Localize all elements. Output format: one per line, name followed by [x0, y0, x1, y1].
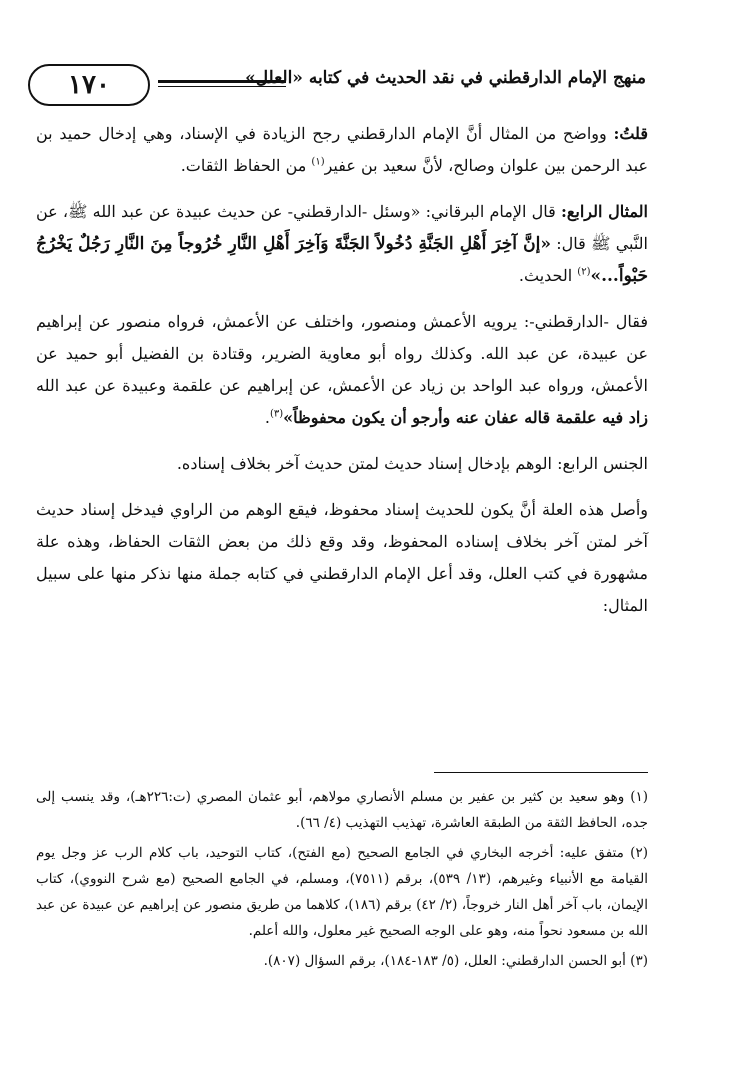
- footnote-text: وهو سعيد بن كثير بن عفير بن مسلم الأنصاري مولاهم، أبو عثمان المصري (ت:٢٢٦هـ)، وقد ينسب إلى جده، الحافظ الثقة من الطبقة العاشرة، تهذيب التهذيب (٤/ ٦٦).: [36, 789, 648, 831]
- footnote-text: أبو الحسن الدارقطني: العلل، (٥/ ١٨٣-١٨٤)، برقم السؤال (٨٠٧).: [263, 953, 626, 969]
- paragraph-1: [36, 118, 648, 182]
- paragraph-3-bold: زاد فيه علقمة قاله عفان عنه وأرجو أن يكون محفوظاً»: [283, 408, 648, 427]
- footnotes: [36, 784, 648, 978]
- running-title: منهج الإمام الدارقطني في نقد الحديث في كتابه «العلل»: [245, 68, 646, 88]
- paragraph-1-tail: من الحفاظ الثقات.: [180, 156, 312, 175]
- page-header: [28, 64, 646, 108]
- paragraph-3-tail: .: [264, 408, 270, 427]
- paragraph-1-text: وواضح من المثال أنَّ الإمام الدارقطني رجح الزيادة في الإسناد، وهي إدخال حميد بن عبد الرحمن بين علوان وصالح، لأنَّ سعيد بن عفير: [36, 124, 648, 175]
- footnote-1: [36, 784, 648, 836]
- paragraph-4: الجنس الرابع: الوهم بإدخال إسناد حديث لمتن حديث آخر بخلاف إسناده.: [176, 454, 648, 473]
- footnote-number: (٣): [630, 953, 648, 969]
- paragraph-3: [36, 306, 648, 434]
- paragraph-2-text: قال الإمام البرقاني: «وسئل -الدارقطني- عن حديث عبيدة عن عبد الله ﷺ، عن النَّبي ﷺ قال:: [36, 202, 649, 253]
- footnote-number: (١): [630, 789, 649, 805]
- paragraph-3-text: فقال -الدارقطني-: يرويه الأعمش ومنصور، واختلف عن الأعمش، فرواه منصور عن إبراهيم عن عبيدة، عن عبد الله. وكذلك رواه أبو معاوية الضرير، وقتادة بن الفضيل أبو حميد عن الأعمش، ورواه عبد الواحد بن زياد عن الأعمش، عن إبراهيم عن علقمة وعبيدة عن عبد الله: [36, 312, 648, 395]
- footnote-ref-1: (١): [311, 156, 325, 168]
- paragraph-1-lead: قلتُ:: [613, 124, 648, 143]
- hadith-quote: «إنَّ آخِرَ أَهْلِ الجَنَّةِ دُخُولاً الجَنَّةَ وَآخِرَ أَهْلِ النَّارِ خُرُوجاً مِنَ النَّارِ رَجُلٌ يَخْرُجُ حَبْواً...»: [36, 234, 648, 286]
- footnote-text: متفق عليه: أخرجه البخاري في الجامع الصحيح (مع الفتح)، كتاب التوحيد، باب كلام الرب عز وجل يوم القيامة مع الأنبياء وغيرهم، (١٣/ ٥٣٩)، برقم (٧٥١١)، ومسلم، في الجامع الصحيح (مع شرح النووي)، كتاب الإيمان، باب آخر أهل النار خروجاً، (٢/ ٤٢) برقم (١٨٦)، كلاهما من طريق منصور عن إبراهيم عن عبيدة عن عبد الله بن مسعود نحواً منه، وهو على الوجه الصحيح غير معلول، والله أعلم.: [36, 845, 648, 939]
- footnote-ref-2: (٢): [577, 266, 591, 278]
- paragraph-2: [36, 196, 648, 292]
- footnote-2: [36, 840, 648, 944]
- main-text: [36, 118, 648, 622]
- footnote-3: [36, 948, 648, 974]
- paragraph-5: وأصل هذه العلة أنَّ يكون للحديث إسناد محفوظ، فيقع الوهم من الراوي فيدخل إسناد حديث آخر لمتن آخر بخلاف إسناده المحفوظ، وقد وقع ذلك من بعض الثقات الحفاظ، وهذه علة مشهورة في كتب العلل، وقد أعل الإمام الدارقطني في كتابه جملة منها نذكر منها على سبيل المثال:: [36, 500, 649, 615]
- paragraph-2-lead: المثال الرابع:: [560, 202, 649, 221]
- page-number: ١٧٠: [28, 64, 150, 106]
- footnote-separator: [434, 772, 648, 773]
- paragraph-2-tail: الحديث.: [518, 266, 578, 285]
- footnote-ref-3: (٣): [269, 408, 284, 420]
- footnote-number: (٢): [630, 845, 648, 861]
